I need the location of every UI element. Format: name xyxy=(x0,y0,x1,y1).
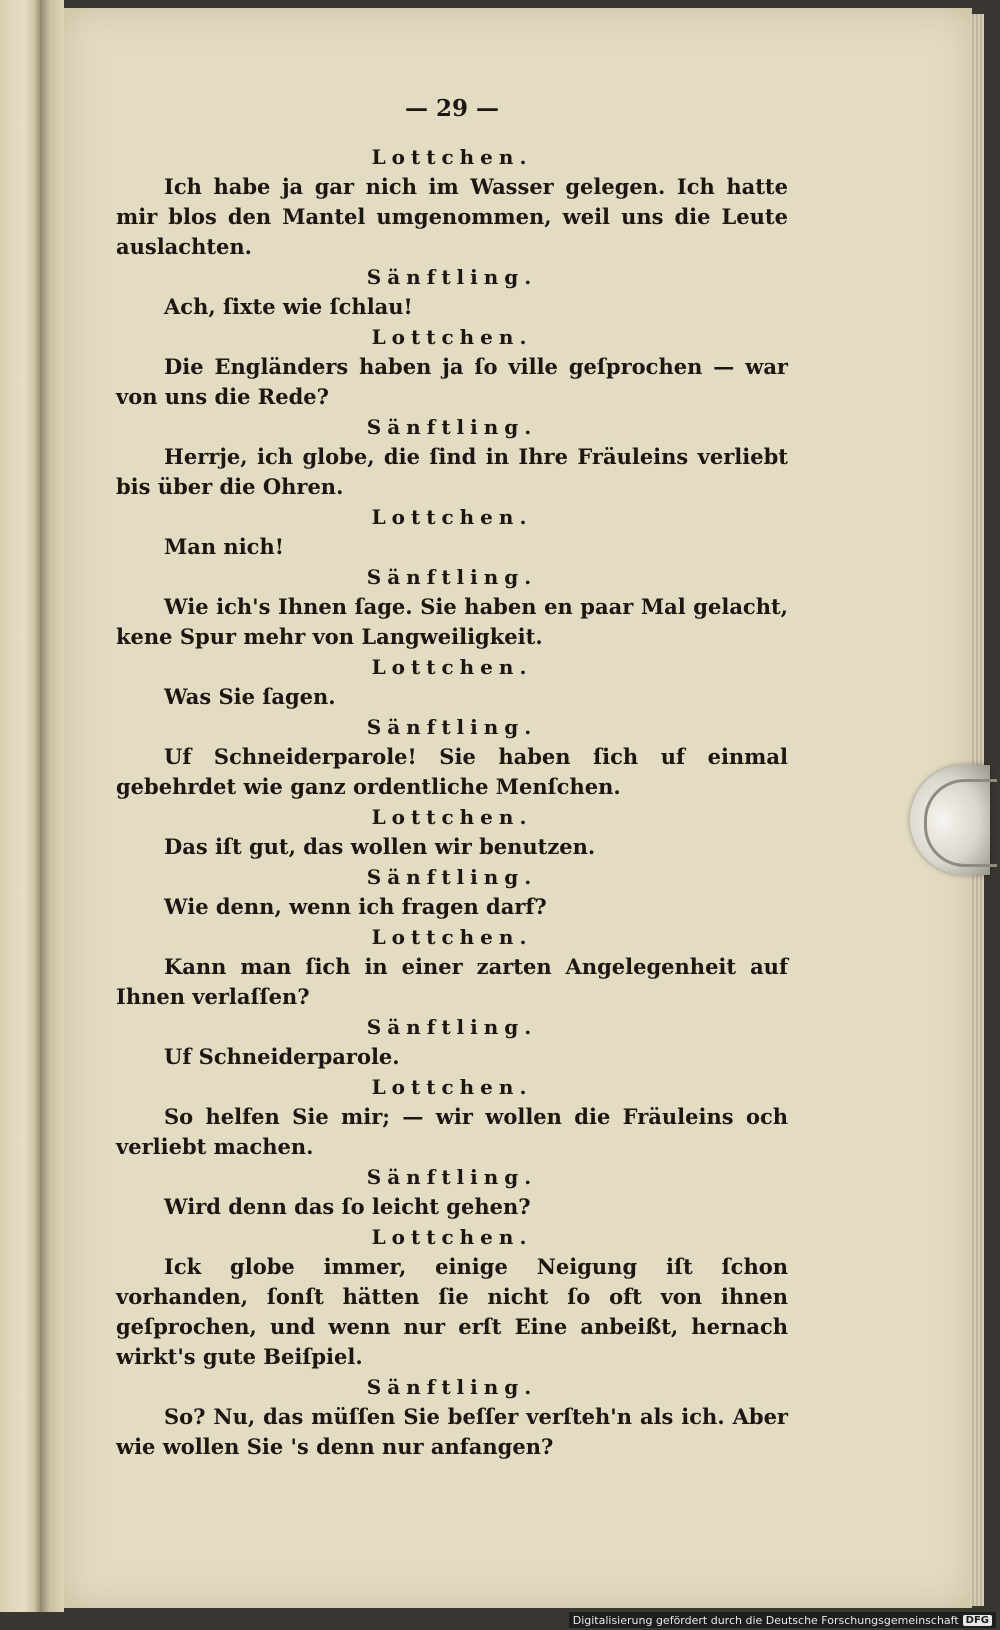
speaker-name: Sänftling. xyxy=(366,1165,538,1189)
speaker-name: Sänftling. xyxy=(366,865,538,889)
speaker-name: Sänftling. xyxy=(366,265,538,289)
speaker-name: Lottchen. xyxy=(371,505,533,529)
speaker-name: Lottchen. xyxy=(371,145,533,169)
dialogue-line xyxy=(116,292,788,322)
dialogue-text: Das iſt gut, das wollen wir benutzen. xyxy=(164,834,596,859)
dialogue-text: Ick globe immer, einige Neigung iſt ſchon vorhanden, ſonſt hätten ſie nicht ſo oft von ihnen geſprochen, und wenn nur erſt Eine anbeißt, hernach wirkt's gute Beiſpiel. xyxy=(116,1254,788,1369)
page-number: — 29 — xyxy=(404,95,500,122)
dialogue-line xyxy=(116,892,788,922)
dialogue-text: Wie ich's Ihnen ſage. Sie haben en paar Mal gelacht, kene Spur mehr von Langweiligkeit. xyxy=(116,594,788,649)
dialogue-text: Wie denn, wenn ich fragen darf? xyxy=(164,894,547,919)
dialogue-text: Herrje, ich globe, die ſind in Ihre Fräuleins verliebt bis über die Ohren. xyxy=(116,444,788,499)
speaker-name: Sänftling. xyxy=(366,1015,538,1039)
dialogue-line xyxy=(116,832,788,862)
dialogue-line xyxy=(116,682,788,712)
left-facing-page-edge xyxy=(0,0,40,1612)
dfg-logo-icon: DFG xyxy=(963,1615,992,1626)
dialogue-line xyxy=(116,1192,788,1222)
dialogue-line xyxy=(116,742,788,802)
dialogue-text: So? Nu, das müſſen Sie beſſer verſteh'n als ich. Aber wie wollen Sie 's denn nur anfangen? xyxy=(116,1404,788,1459)
speaker-name: Lottchen. xyxy=(371,655,533,679)
book-gutter xyxy=(40,0,64,1612)
dialogue-line xyxy=(116,532,788,562)
speaker-name: Sänftling. xyxy=(366,565,538,589)
dialogue-text: Kann man ſich in einer zarten Angelegenheit auf Ihnen verlaſſen? xyxy=(116,954,788,1009)
dialogue-line xyxy=(116,1102,788,1162)
speaker-name: Lottchen. xyxy=(371,805,533,829)
dialogue-text: Was Sie ſagen. xyxy=(164,684,336,709)
dialogue-text: Wird denn das ſo leicht gehen? xyxy=(164,1194,531,1219)
dialogue-text: Uf Schneiderparole. xyxy=(164,1044,400,1069)
dialogue-line xyxy=(116,952,788,1012)
dialogue-line xyxy=(116,442,788,502)
digitization-credit xyxy=(569,1612,996,1628)
speaker-name: Sänftling. xyxy=(366,415,538,439)
dialogue-line xyxy=(116,1042,788,1072)
speaker-name: Lottchen. xyxy=(371,1225,533,1249)
dialogue-line xyxy=(116,172,788,262)
dialogue-text: Die Engländers haben ja ſo ville geſprochen — war von uns die Rede? xyxy=(116,354,788,409)
dialogue-line xyxy=(116,592,788,652)
speaker-name: Lottchen. xyxy=(371,1075,533,1099)
credit-text: Digitalisierung gefördert durch die Deutsche Forschungsgemeinschaft xyxy=(572,1613,959,1627)
speaker-name: Lottchen. xyxy=(371,925,533,949)
speaker-name: Sänftling. xyxy=(366,1375,538,1399)
speaker-name: Sänftling. xyxy=(366,715,538,739)
dialogue-line xyxy=(116,1402,788,1462)
dialogue-text: Uf Schneiderparole! Sie haben ſich uf einmal gebehrdet wie ganz ordentliche Menſchen. xyxy=(116,744,788,799)
dialogue-text: So helfen Sie mir; — wir wollen die Fräuleins och verliebt machen. xyxy=(116,1104,788,1159)
page-text-block xyxy=(116,94,788,1462)
dialogue-list xyxy=(116,142,788,1462)
dialogue-text: Ich habe ja gar nich im Wasser gelegen. Ich hatte mir blos den Mantel umgenommen, weil uns die Leute auslachten. xyxy=(116,174,788,259)
dialogue-line xyxy=(116,1252,788,1372)
dialogue-text: Man nich! xyxy=(164,534,284,559)
speaker-name: Lottchen. xyxy=(371,325,533,349)
dialogue-line xyxy=(116,352,788,412)
dialogue-text: Ach, ſixte wie ſchlau! xyxy=(164,294,413,319)
